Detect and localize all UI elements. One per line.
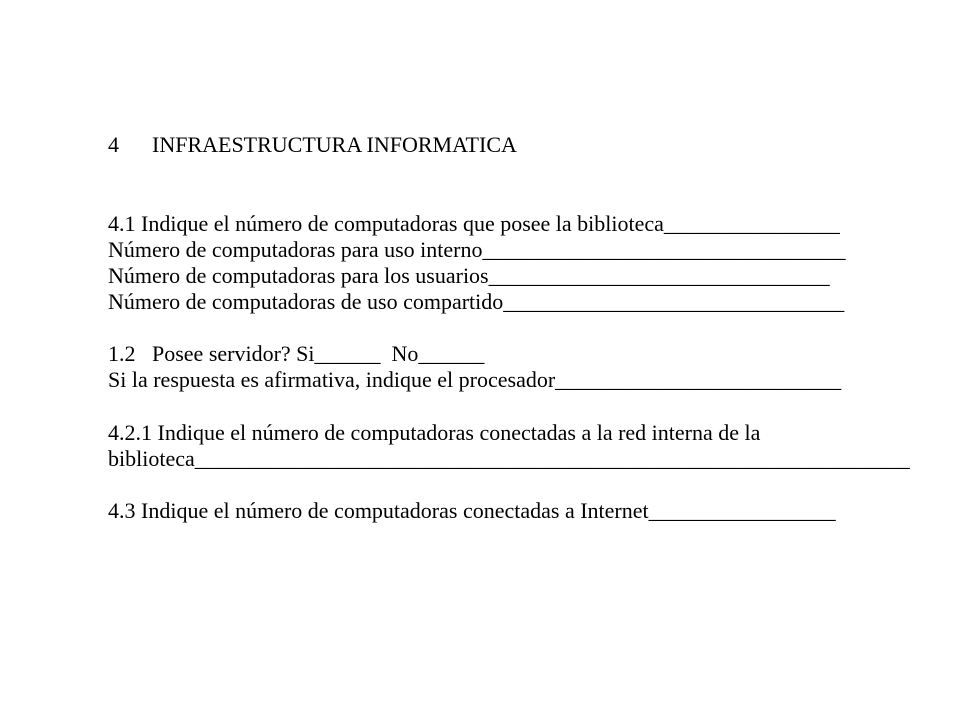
- section-heading: [108, 132, 517, 158]
- question-uso-compartido: Número de computadoras de uso compartido_______________________________: [108, 289, 845, 314]
- question-procesador: Si la respuesta es afirmativa, indique el procesador__________________________: [108, 367, 842, 392]
- section-number: 4: [108, 132, 119, 157]
- question-1-2: [108, 341, 484, 367]
- question-uso-interno: Número de computadoras para uso interno_________________________________: [108, 237, 846, 262]
- question-usuarios: Número de computadoras para los usuarios_______________________________: [108, 263, 830, 288]
- question-4-2-1-line1: 4.2.1 Indique el número de computadoras conectadas a la red interna de la: [108, 420, 761, 445]
- question-1-2-number: 1.2: [108, 341, 136, 366]
- question-1-2-text: Posee servidor? Si______ No______: [152, 341, 485, 366]
- question-4-2-1-line2: biblioteca_________________________________________________________________: [108, 446, 910, 471]
- section-title: INFRAESTRUCTURA INFORMATICA: [152, 132, 517, 157]
- question-4-3: 4.3 Indique el número de computadoras conectadas a Internet_________________: [108, 498, 836, 523]
- question-4-1: 4.1 Indique el número de computadoras que posee la biblioteca________________: [108, 211, 840, 236]
